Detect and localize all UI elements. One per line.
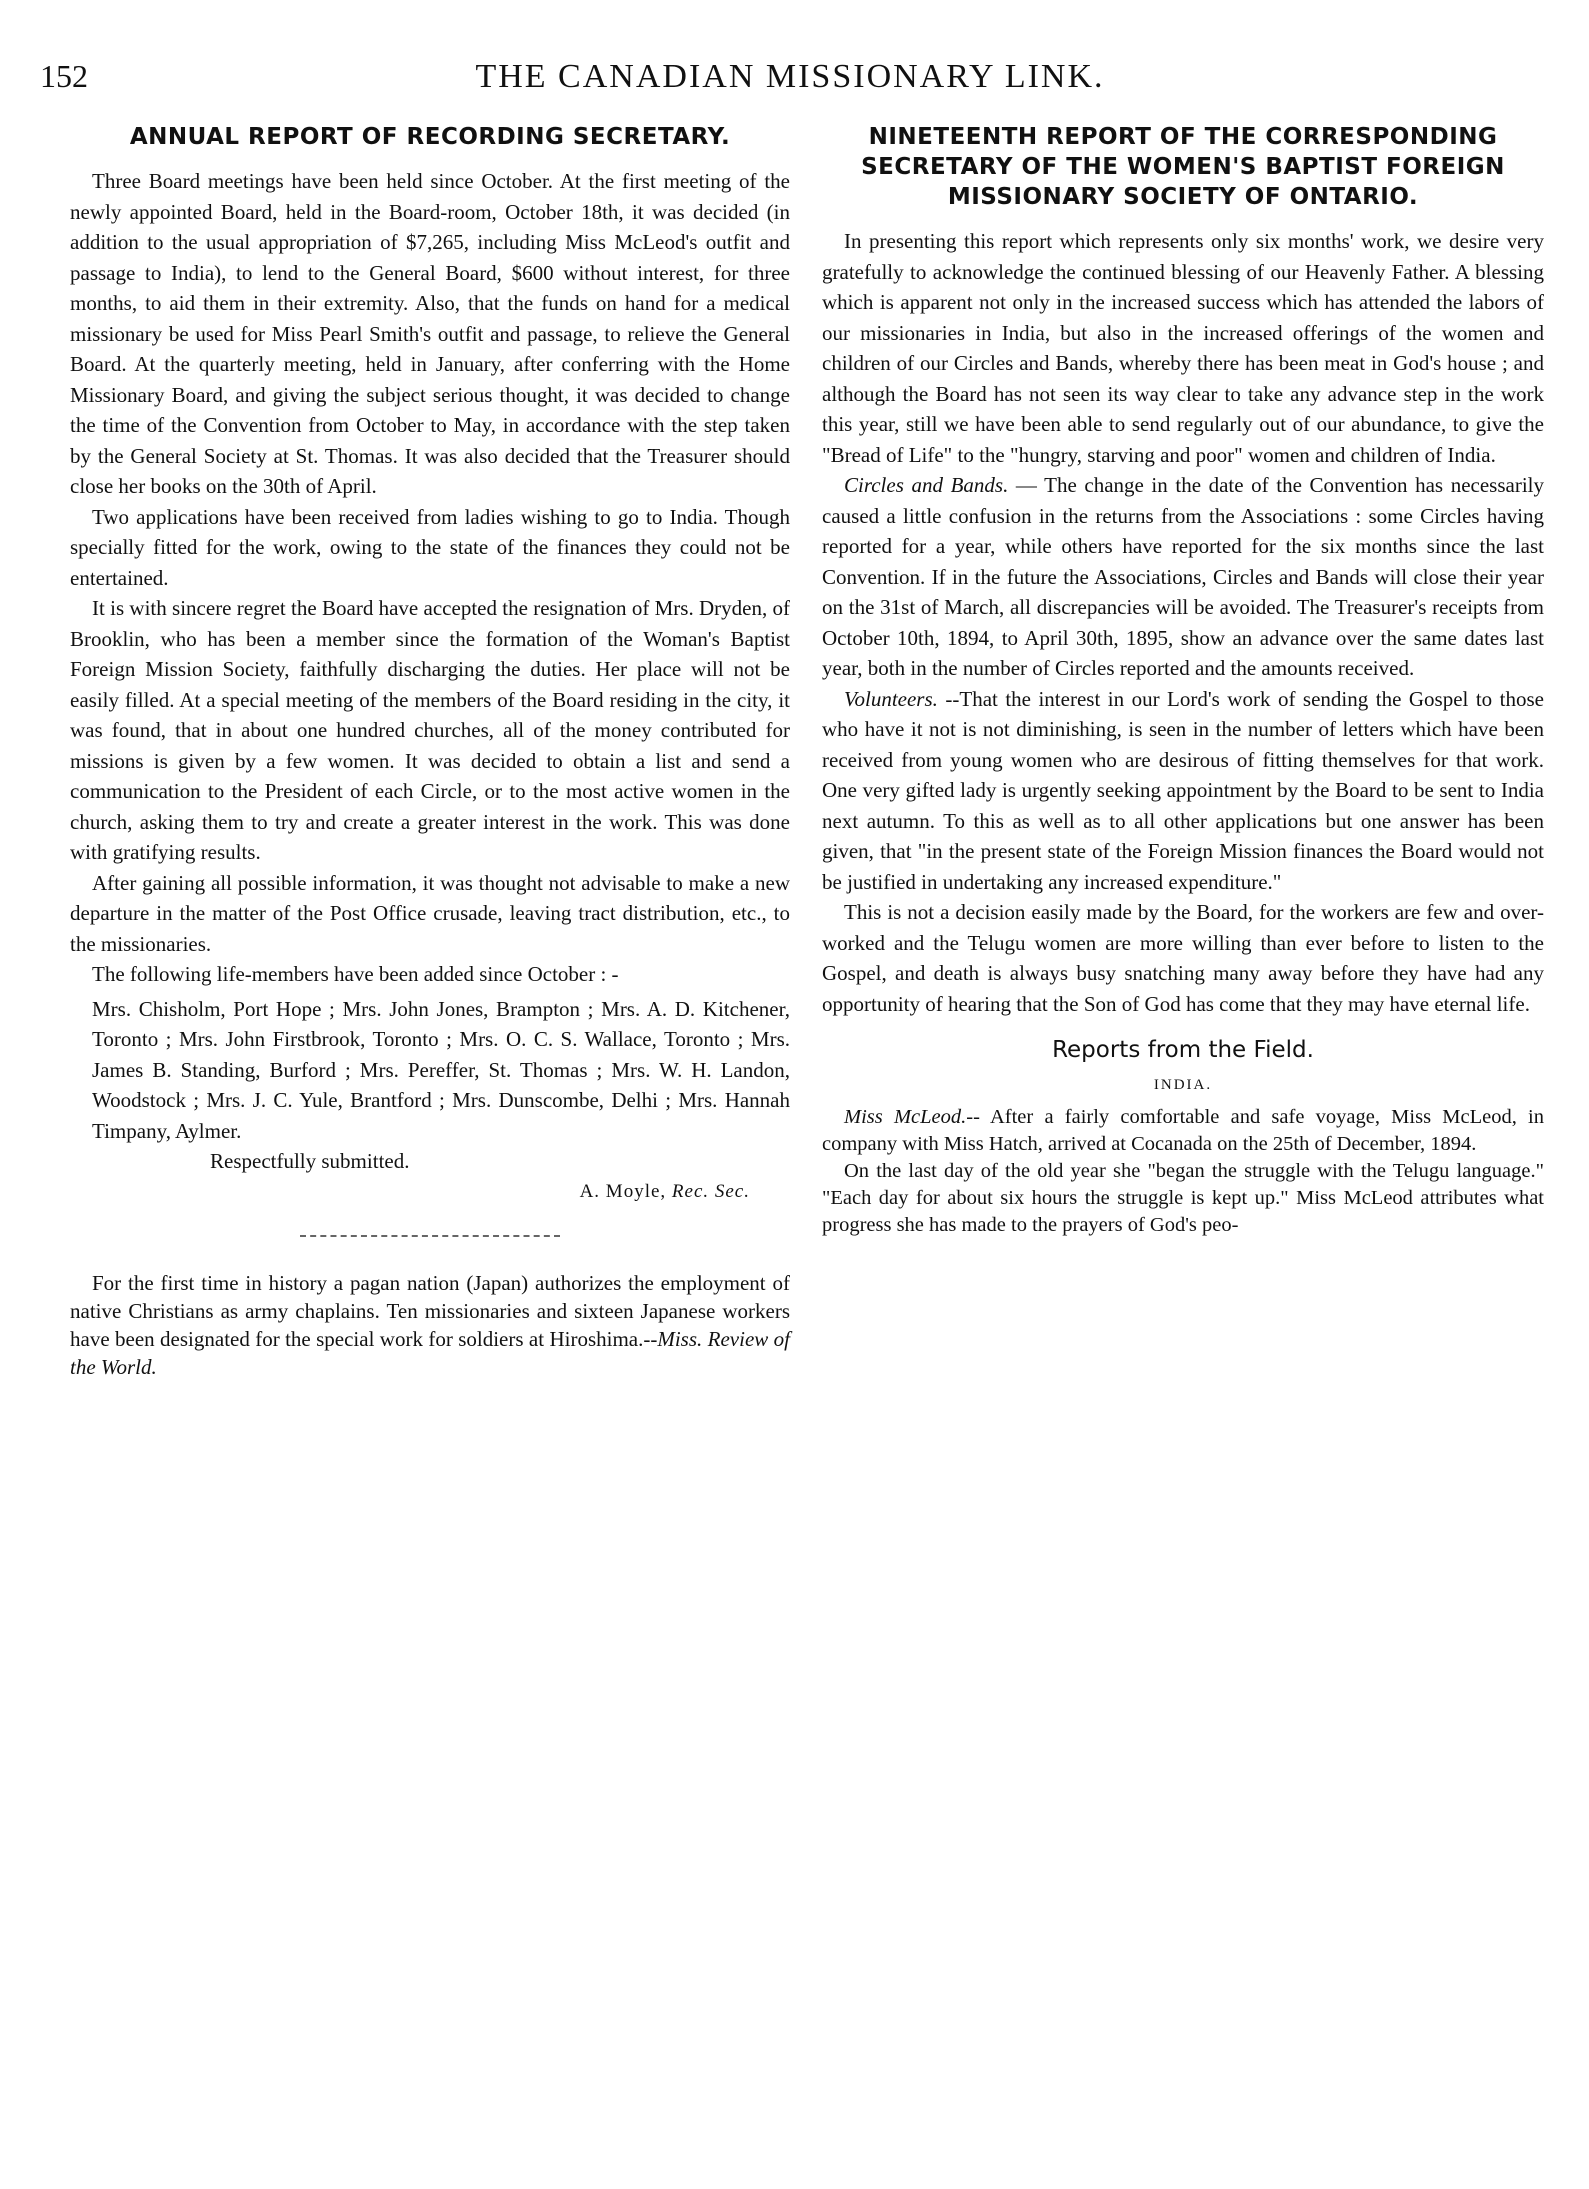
paragraph: After gaining all possible information, it was thought not advisable to make a new departure in the matter of the Post Office crusade, leaving tract distribution, etc., to the missionaries. [70, 870, 790, 956]
signoff: Respectfully submitted. [210, 1149, 410, 1173]
paragraph: On the last day of the old year she "began the struggle with the Telugu language." "Each day for about six hours the struggle is kept up." Miss McLeod attributes what progress she has made to the prayers of God's peo- [822, 1160, 1544, 1236]
paragraph [822, 470, 1544, 684]
journal-title: THE CANADIAN MISSIONARY LINK. [475, 58, 1105, 95]
paragraph-lead: Miss McLeod. [844, 1106, 967, 1128]
divider [300, 1235, 560, 1237]
paragraph: In presenting this report which represents only six months' work, we desire very gratefully to acknowledge the continued blessing of our Heavenly Father. A blessing which is apparent not only in the increased success which has attended the labors of our missionaries in India, but also in the increased offerings of the women and children of our Circles and Bands, whereby there has been meat in God's house ; and although the Board has not seen its way clear to take any advance step in the work this year, still we have been able to send regularly out of our abundance, to give the "Bread of Life" to the "hungry, starving and poor" women and children of India. [822, 229, 1544, 467]
india-subheading: INDIA. [1153, 1077, 1213, 1093]
paragraph-body: -- After a fairly comfortable and safe voyage, Miss McLeod, in company with Miss Hatch, arrived at Cocanada on the 25th of December, 1894. [822, 1106, 1545, 1155]
japan-note [70, 1269, 790, 1381]
left-column [70, 122, 790, 1381]
right-column [822, 122, 1544, 1239]
signature-name: A. Moyle, [579, 1180, 672, 1202]
paragraph: The following life-members have been added since October : - [92, 962, 619, 986]
paragraph-body: --That the interest in our Lord's work of sending the Gospel to those who have it not is not diminishing, is seen in the number of letters which have been received from young women who are desirous of fitting themselves for that work. One very gifted lady is urgently seeking appointment by the Board to be sent to India next autumn. To this as well as to all other applications but one answer has been given, that "in the present state of the Foreign Mission finances the Board would not be justified in undertaking any increased expenditure." [822, 686, 1544, 894]
paragraph-lead: Circles and Bands. [844, 473, 1009, 497]
paragraph-lead: Volunteers. [844, 686, 938, 711]
paragraph: This is not a decision easily made by the Board, for the workers are few and over-worked and the Telugu women are more willing than ever before to listen to the Gospel, and death is always busy snatching many away before they have had any opportunity of hearing that the Son of God has come that they may have eternal life. [822, 900, 1544, 1016]
reports-from-field-heading: Reports from the Field. [1052, 1037, 1314, 1063]
page-number: 152 [40, 58, 88, 94]
corresponding-secretary-heading: NINETEENTH REPORT OF THE CORRESPONDING SECRETARY OF THE WOMEN'S BAPTIST FOREIGN MISSIONARY SOCIETY OF ONTARIO. [861, 124, 1505, 210]
paragraph: It is with sincere regret the Board have accepted the resignation of Mrs. Dryden, of Brooklin, who has been a member since the formation of the Woman's Baptist Foreign Mission Society, faithfully discharging the duties. Her place will not be easily filled. At a special meeting of the members of the Board residing in the city, it was found, that in about one hundred churches, all of the money contributed for missions is given by a few women. It was decided to obtain a list and send a communication to the President of each Circle, or to the most active women in the church, asking them to try and create a greater interest in the work. This was done with gratifying results. [70, 596, 790, 864]
signature [70, 1177, 790, 1208]
paragraph: Three Board meetings have been held since October. At the first meeting of the newly appointed Board, held in the Board-room, October 18th, it was decided (in addition to the usual appropriation of $7,265, including Miss McLeod's outfit and passage to India), to lend to the General Board, $600 without interest, for three months, to aid them in their extremity. Also, that the funds on hand for a medical missionary be used for Miss Pearl Smith's outfit and passage, to relieve the General Board. At the quarterly meeting, held in January, after conferring with the Home Missionary Board, and giving the subject serious thought, it was decided to change the time of the Convention from October to May, in accordance with the step taken by the General Society at St. Thomas. It was also decided that the Treasurer should close her books on the 30th of April. [70, 169, 790, 498]
note-text: For the first time in history a pagan nation (Japan) authorizes the employment of native Christians as army chaplains. Ten missionaries and sixteen Japanese workers have been designated for the special work for soldiers at Hiroshima.-- [70, 1271, 790, 1351]
note-source: Miss. Review of the World. [70, 1327, 790, 1379]
paragraph-body: — The change in the date of the Convention has necessarily caused a little confusion in the returns from the Associations : some Circles having reported for a year, while others have reported for the six months since the last Convention. If in the future the Associations, Circles and Bands will close their year on the 31st of March, all discrepancies will be avoided. The Treasurer's receipts from October 10th, 1894, to April 30th, 1895, show an advance over the same dates last year, both in the number of Circles reported and the amounts received. [822, 473, 1544, 680]
paragraph [822, 1104, 1544, 1158]
recording-secretary-heading: ANNUAL REPORT OF RECORDING SECRETARY. [129, 124, 731, 150]
paragraph: Two applications have been received from ladies wishing to go to India. Though specially fitted for the work, owing to the state of the finances they could not be entertained. [70, 504, 790, 590]
masthead [40, 58, 1540, 108]
life-members-list: Mrs. Chisholm, Port Hope ; Mrs. John Jones, Brampton ; Mrs. A. D. Kitchener, Toronto ; Mrs. John Firstbrook, Toronto ; Mrs. O. C. S. Wallace, Toronto ; Mrs. James B. Standing, Burford ; Mrs. Pereffer, St. Thomas ; Mrs. W. H. Landon, Woodstock ; Mrs. J. C. Yule, Brantford ; Mrs. Dunscombe, Delhi ; Mrs. Hannah Timpany, Aylmer. [92, 996, 790, 1143]
paragraph [822, 684, 1544, 898]
signature-title: Rec. Sec. [671, 1180, 750, 1202]
